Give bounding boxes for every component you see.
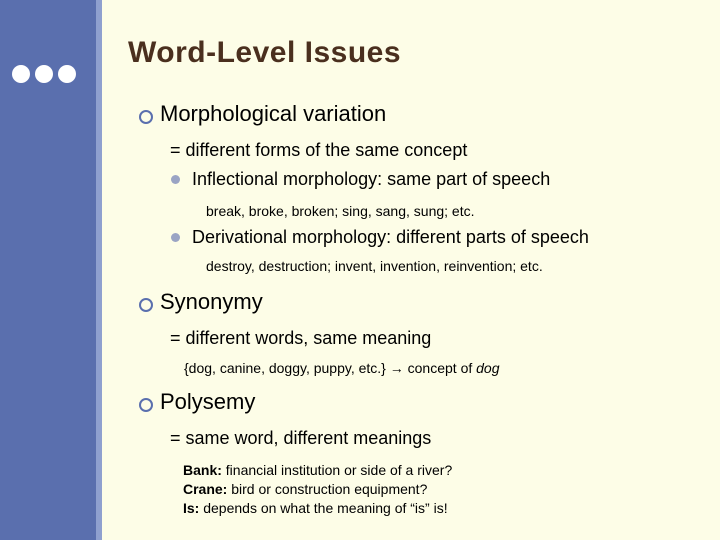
- derivational-examples: destroy, destruction; invent, invention, reinvention; etc.: [206, 258, 543, 274]
- dot-bullet-icon: [171, 233, 180, 242]
- sidebar-edge: [96, 0, 102, 540]
- dot-icon: [35, 65, 53, 83]
- ring-bullet-icon: [139, 298, 153, 312]
- example-text: bird or construction equipment?: [227, 481, 428, 497]
- example-term: Crane:: [183, 481, 228, 497]
- example-term: Bank:: [183, 462, 222, 478]
- inflectional-line: Inflectional morphology: same part of speech: [192, 169, 551, 189]
- dot-icon: [12, 65, 30, 83]
- synonymy-example-rhs: concept of: [407, 360, 477, 376]
- synonymy-example-italic: dog: [476, 360, 500, 376]
- polysemy-heading: Polysemy: [160, 389, 256, 414]
- arrow-icon: →: [389, 360, 404, 376]
- morph-definition: = different forms of the same concept: [170, 140, 468, 160]
- synonymy-example-lhs: {dog, canine, doggy, puppy, etc.}: [184, 360, 386, 376]
- polysemy-example-is: [183, 500, 448, 516]
- inflectional-examples: break, broke, broken; sing, sang, sung; etc.: [206, 203, 475, 219]
- ring-bullet-icon: [139, 110, 153, 124]
- dot-icon: [58, 65, 76, 83]
- synonymy-definition: = different words, same meaning: [170, 328, 432, 348]
- ring-bullet-icon: [139, 398, 153, 412]
- derivational-line: Derivational morphology: different parts of speech: [192, 227, 589, 247]
- dot-bullet-icon: [171, 175, 180, 184]
- synonymy-heading: Synonymy: [160, 289, 263, 314]
- slide-title: Word-Level Issues: [128, 36, 402, 69]
- polysemy-definition: = same word, different meanings: [170, 428, 432, 448]
- decorative-dots: [12, 65, 76, 83]
- example-text: financial institution or side of a river?: [221, 462, 453, 478]
- synonymy-example: [184, 360, 500, 376]
- example-term: Is:: [183, 500, 200, 516]
- morph-heading: Morphological variation: [160, 101, 387, 126]
- polysemy-example-bank: [183, 462, 452, 478]
- example-text: depends on what the meaning of “is” is!: [199, 500, 448, 516]
- polysemy-example-crane: [183, 481, 427, 497]
